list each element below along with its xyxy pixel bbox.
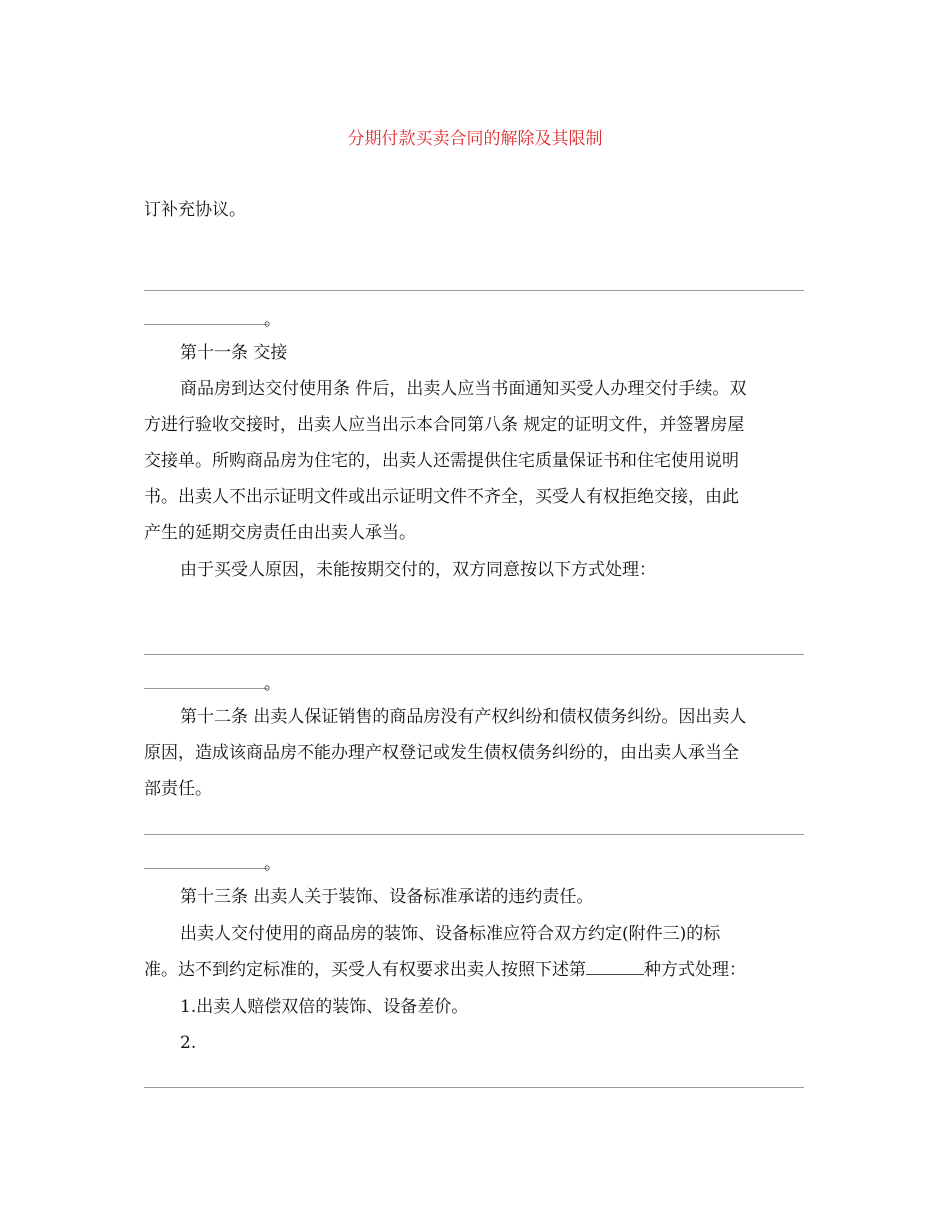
article-13-text: 出卖人交付使用的商品房的装饰、设备标准应符合双方约定(附件三)的标 [180, 924, 721, 944]
article-13-heading: 第十三条 出卖人关于装饰、设备标准承诺的违约责任。 [180, 887, 594, 907]
article-11-text: 商品房到达交付使用条 件后，出卖人应当书面通知买受人办理交付手续。双 [180, 379, 747, 399]
period-mark: 。 [264, 674, 281, 694]
fill-in-blank [144, 688, 268, 689]
article-13-text [144, 958, 784, 982]
article-11-text: 书。出卖人不出示证明文件或出示证明文件不齐全，买受人有权拒绝交接，由此 [144, 487, 739, 507]
article-11-text: 交接单。所购商品房为住宅的，出卖人还需提供住宅质量保证书和住宅使用说明 [144, 451, 739, 471]
document-title: 分期付款买卖合同的解除及其限制 [347, 129, 603, 149]
article-12-text: 第十二条 出卖人保证销售的商品房没有产权纠纷和债权债务纠纷。因出卖人 [180, 707, 747, 727]
period-mark: 。 [264, 310, 281, 330]
article-13-text-part: 准。达不到约定标准的，买受人有权要求出卖人按照下述第 [144, 960, 586, 980]
fill-in-rule [144, 834, 804, 835]
fill-in-rule [144, 1087, 804, 1088]
fill-in-rule [144, 290, 804, 291]
fill-in-blank [586, 958, 644, 975]
article-11-text: 产生的延期交房责任由出卖人承当。 [144, 523, 416, 543]
list-item: 1.出卖人赔偿双倍的装饰、设备差价。 [180, 997, 469, 1017]
text-line: 订补充协议。 [144, 200, 246, 220]
article-11-text: 由于买受人原因，未能按期交付的，双方同意按以下方式处理： [180, 560, 656, 580]
article-13-text-part: 种方式处理： [644, 960, 746, 980]
article-12-text: 原因，造成该商品房不能办理产权登记或发生债权债务纠纷的，由出卖人承当全 [144, 743, 739, 763]
fill-in-blank [144, 324, 268, 325]
article-12-text: 部责任。 [144, 779, 212, 799]
article-11-heading: 第十一条 交接 [180, 343, 288, 363]
list-item: 2. [180, 1033, 197, 1053]
fill-in-blank [144, 868, 268, 869]
fill-in-rule [144, 654, 804, 655]
article-11-text: 方进行验收交接时，出卖人应当出示本合同第八条 规定的证明文件，并签署房屋 [144, 415, 745, 435]
period-mark: 。 [264, 854, 281, 874]
